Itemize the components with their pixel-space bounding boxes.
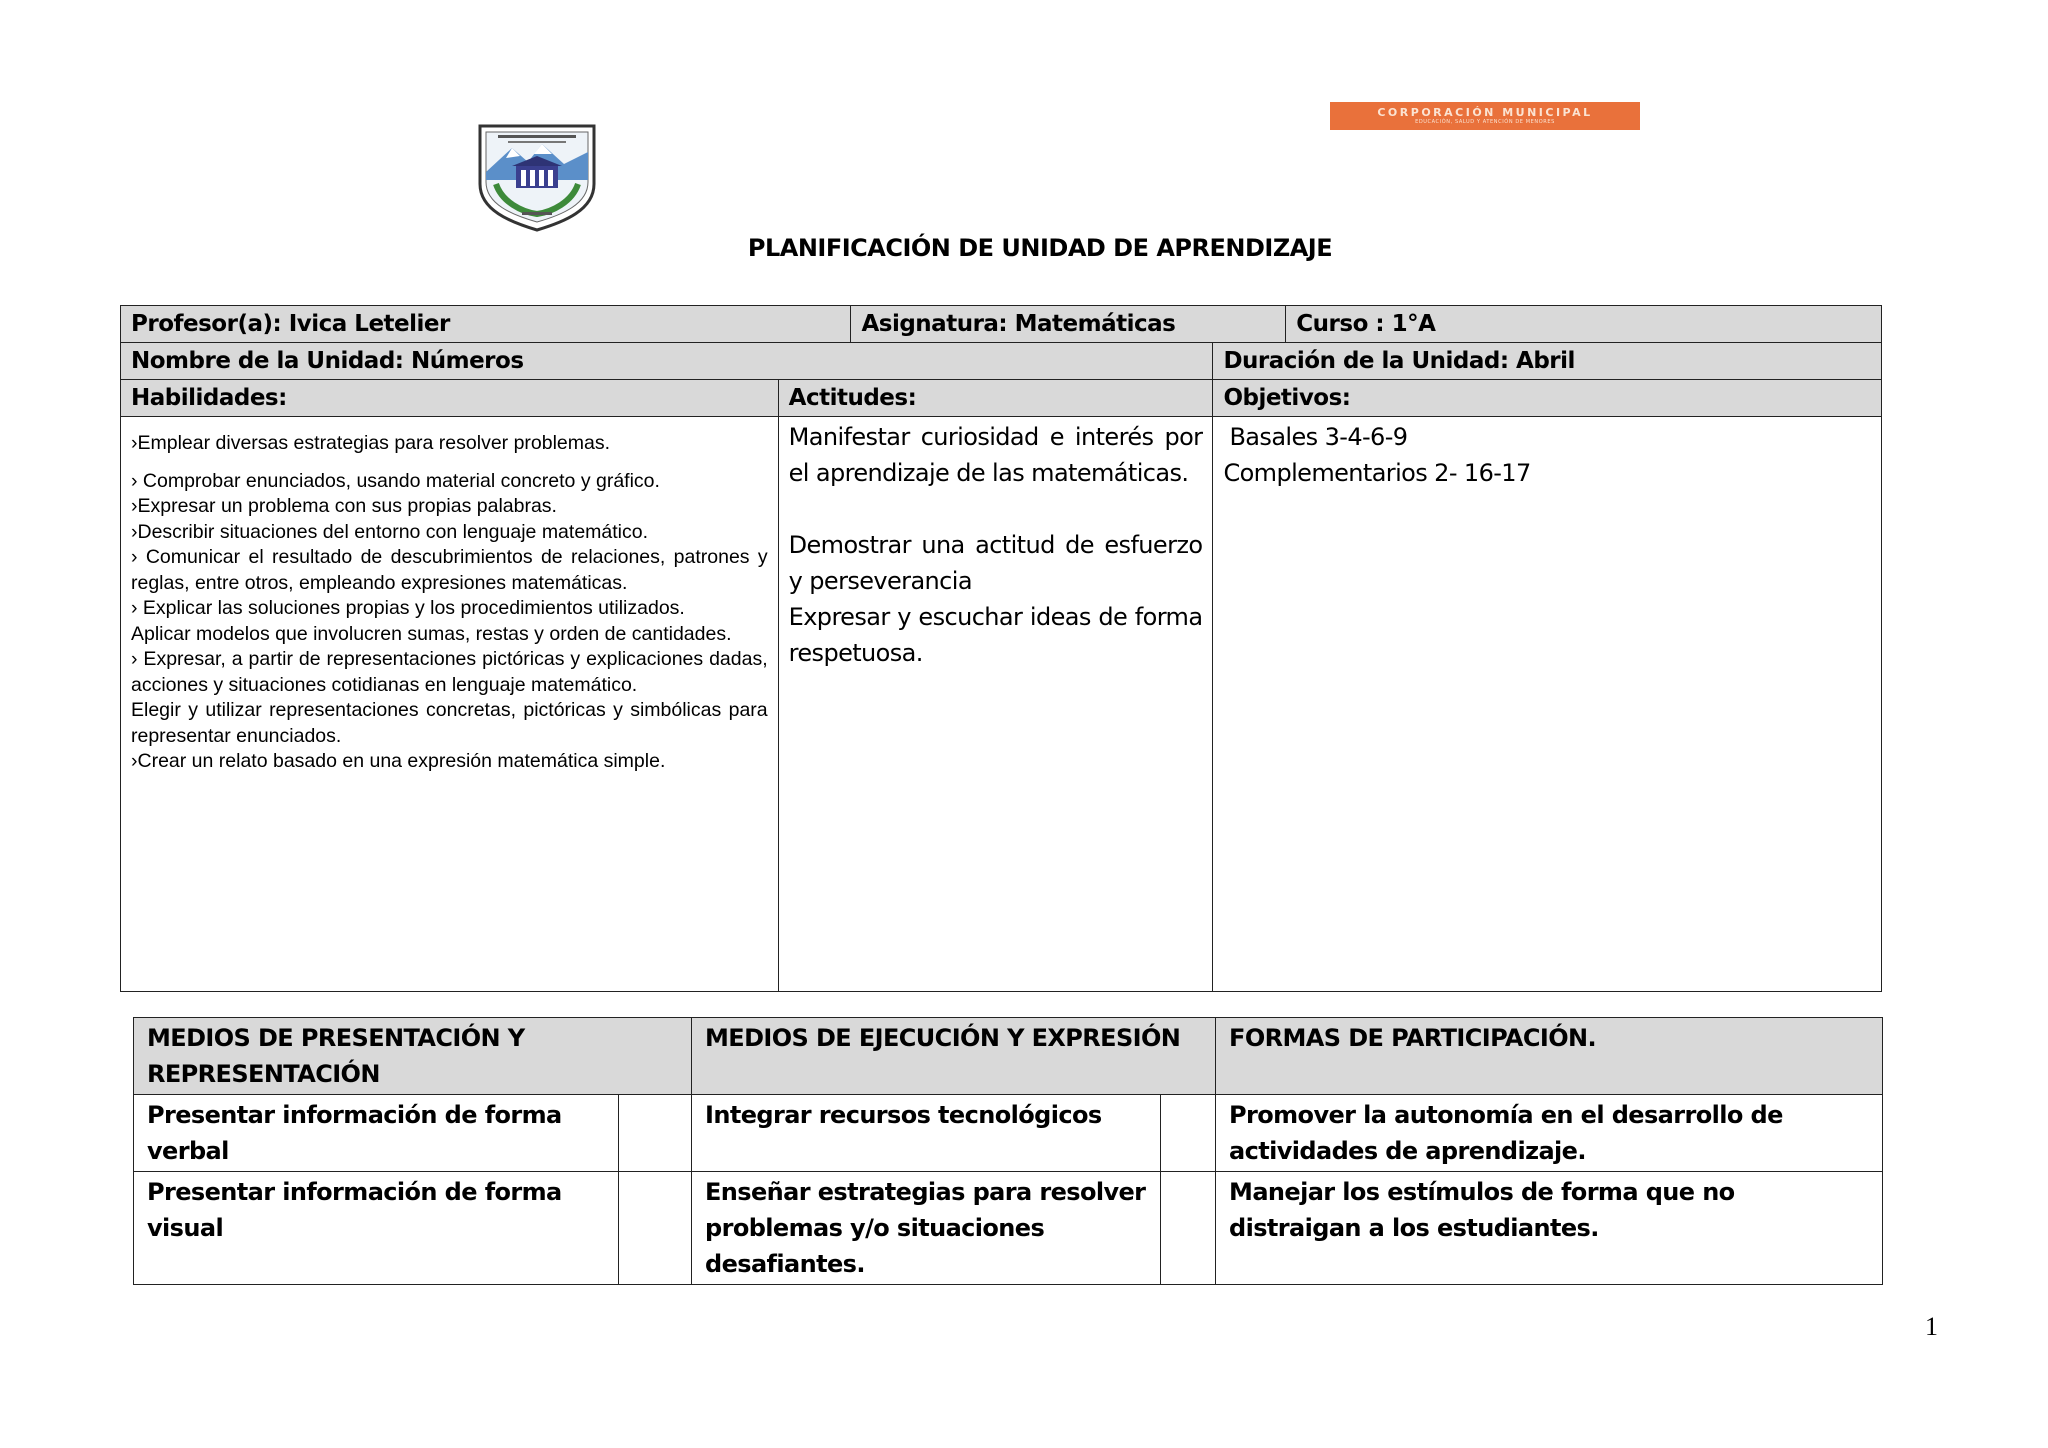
habilidad-item: Aplicar modelos que involucren sumas, restas y orden de cantidades. — [131, 622, 732, 645]
curso-cell: Curso : 1°A — [1286, 306, 1882, 343]
habilidades-cell — [121, 417, 779, 992]
page-number: 1 — [1925, 1312, 1938, 1341]
medios-header: MEDIOS DE PRESENTACIÓN Y REPRESENTACIÓN — [134, 1018, 692, 1095]
checkbox-cell — [619, 1172, 692, 1285]
unit-info-table — [120, 305, 1882, 992]
asignatura-cell: Asignatura: Matemáticas — [851, 306, 1286, 343]
checkbox-cell — [1161, 1172, 1216, 1285]
habilidad-item: › Comprobar enunciados, usando material concreto y gráfico. — [131, 469, 660, 492]
actitudes-cell — [778, 417, 1213, 992]
medios-cell: Enseñar estrategias para resolver problemas y/o situaciones desafiantes. — [692, 1172, 1161, 1285]
habilidad-item: ›Emplear diversas estrategias para resolver problemas. — [131, 432, 611, 454]
corporation-logo — [1330, 102, 1640, 130]
objetivos-header: Objetivos: — [1213, 380, 1882, 417]
objetivo-item: Complementarios 2- 16-17 — [1223, 459, 1531, 487]
medios-header: FORMAS DE PARTICIPACIÓN. — [1216, 1018, 1883, 1095]
habilidad-item: ›Expresar un problema con sus propias palabras. — [131, 495, 557, 517]
medios-cell: Presentar información de forma visual — [134, 1172, 619, 1285]
medios-header: MEDIOS DE EJECUCIÓN Y EXPRESIÓN — [692, 1018, 1216, 1095]
actitud-item: Expresar y escuchar ideas de forma respetuosa. — [788, 603, 1203, 667]
medios-cell: Integrar recursos tecnológicos — [692, 1095, 1161, 1172]
habilidad-item: ›Describir situaciones del entorno con lenguaje matemático. — [131, 520, 649, 543]
habilidad-item: › Comunicar el resultado de descubrimientos de relaciones, patrones y reglas, entre otros, empleando expresiones matemáticas. — [131, 546, 768, 594]
medios-cell: Manejar los estímulos de forma que no distraigan a los estudiantes. — [1216, 1172, 1883, 1285]
habilidad-item: ›Crear un relato basado en una expresión matemática simple. — [131, 750, 666, 772]
actitudes-header: Actitudes: — [778, 380, 1213, 417]
checkbox-cell — [1161, 1095, 1216, 1172]
habilidad-item: › Explicar las soluciones propias y los procedimientos utilizados. — [131, 597, 685, 619]
habilidades-header: Habilidades: — [121, 380, 779, 417]
medios-table — [133, 1017, 1883, 1285]
corporation-logo-line2: EDUCACIÓN, SALUD Y ATENCIÓN DE MENORES — [1415, 118, 1555, 125]
medios-cell: Presentar información de forma verbal — [134, 1095, 619, 1172]
objetivo-item: Basales 3-4-6-9 — [1229, 423, 1408, 451]
medios-cell: Promover la autonomía en el desarrollo de actividades de aprendizaje. — [1216, 1095, 1883, 1172]
habilidad-item: Elegir y utilizar representaciones concretas, pictóricas y simbólicas para representar enunciados. — [131, 699, 768, 747]
checkbox-cell — [619, 1095, 692, 1172]
actitud-item: Manifestar curiosidad e interés por el aprendizaje de las matemáticas. — [788, 423, 1203, 487]
page-title: PLANIFICACIÓN DE UNIDAD DE APRENDIZAJE — [747, 234, 1333, 262]
corporation-logo-line1: CORPORACIÓN MUNICIPAL — [1377, 105, 1593, 119]
duracion-cell: Duración de la Unidad: Abril — [1213, 343, 1882, 380]
school-crest-logo — [472, 122, 602, 232]
unidad-cell: Nombre de la Unidad: Números — [121, 343, 1213, 380]
objetivos-cell — [1213, 417, 1882, 992]
habilidad-item: › Expresar, a partir de representaciones pictóricas y explicaciones dadas, acciones y situaciones cotidianas en lenguaje matemático. — [131, 648, 768, 696]
profesor-cell: Profesor(a): Ivica Letelier — [121, 306, 851, 343]
actitud-item: Demostrar una actitud de esfuerzo y perseverancia — [788, 531, 1203, 595]
